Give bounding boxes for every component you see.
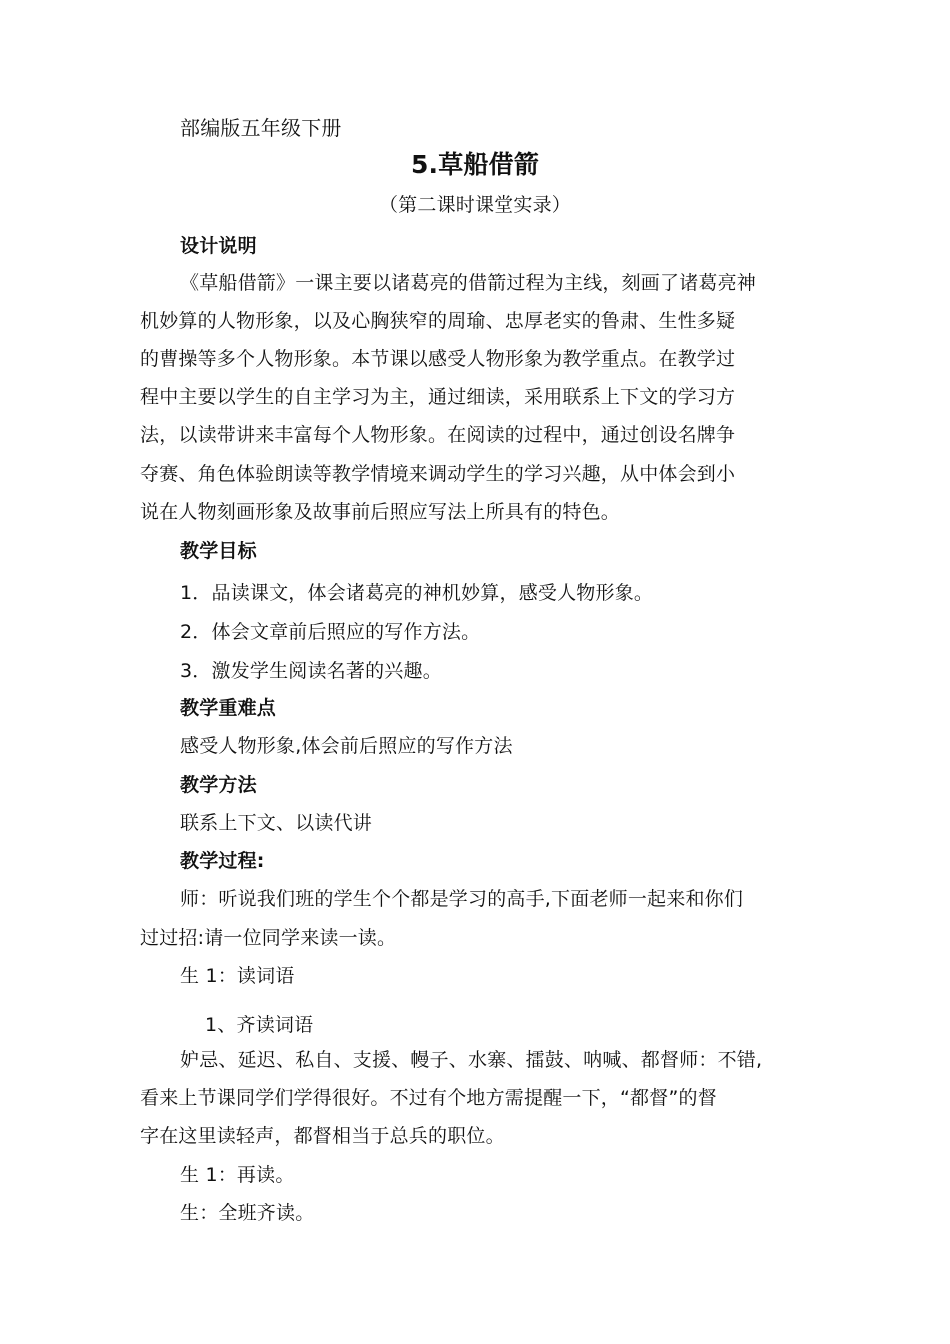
process-line: 1、齐读词语 — [205, 1014, 314, 1036]
process-line: 生 1：再读。 — [180, 1164, 295, 1186]
design-line: 程中主要以学生的自主学习为主，通过细读，采用联系上下文的学习方 — [140, 386, 736, 408]
process-line: 师：听说我们班的学生个个都是学习的高手,下面老师一起来和你们 — [180, 888, 744, 910]
edition-label: 部编版五年级下册 — [180, 116, 342, 140]
design-line: 法，以读带讲来丰富每个人物形象。在阅读的过程中，通过创设名牌争 — [140, 424, 736, 446]
process-line: 妒忌、延迟、私自、支援、幔子、水寨、擂鼓、呐喊、都督师：不错, — [180, 1049, 763, 1071]
process-line: 生：全班齐读。 — [180, 1202, 315, 1224]
process-line: 生 1：读词语 — [180, 965, 295, 987]
key-points-text: 感受人物形象,体会前后照应的写作方法 — [180, 735, 513, 757]
key-points-heading: 教学重难点 — [180, 697, 277, 719]
design-line: 《草船借箭》一课主要以诸葛亮的借箭过程为主线，刻画了诸葛亮神 — [180, 272, 757, 294]
process-line: 过过招:请一位同学来读一读。 — [140, 927, 397, 949]
design-line: 说在人物刻画形象及故事前后照应写法上所具有的特色。 — [140, 501, 621, 523]
process-line: 字在这里读轻声，都督相当于总兵的职位。 — [140, 1125, 505, 1147]
page-subtitle: （第二课时课堂实录） — [378, 194, 571, 216]
design-line: 机妙算的人物形象，以及心胸狭窄的周瑜、忠厚老实的鲁肃、生性多疑 — [140, 310, 736, 332]
methods-heading: 教学方法 — [180, 774, 257, 796]
process-line: 看来上节课同学们学得很好。不过有个地方需提醒一下，“都督”的督 — [140, 1087, 717, 1109]
goal-item: 2．体会文章前后照应的写作方法。 — [180, 621, 481, 643]
process-heading: 教学过程: — [180, 850, 265, 872]
page-title: 5.草船借箭 — [410, 150, 540, 179]
methods-text: 联系上下文、以读代讲 — [180, 812, 373, 834]
goal-item: 1．品读课文，体会诸葛亮的神机妙算，感受人物形象。 — [180, 582, 654, 604]
goal-item: 3．激发学生阅读名著的兴趣。 — [180, 660, 442, 682]
design-line: 夺赛、角色体验朗读等教学情境来调动学生的学习兴趣，从中体会到小 — [140, 463, 736, 485]
goals-heading: 教学目标 — [180, 540, 257, 562]
design-heading: 设计说明 — [180, 235, 257, 257]
design-line: 的曹操等多个人物形象。本节课以感受人物形象为教学重点。在教学过 — [140, 348, 736, 370]
